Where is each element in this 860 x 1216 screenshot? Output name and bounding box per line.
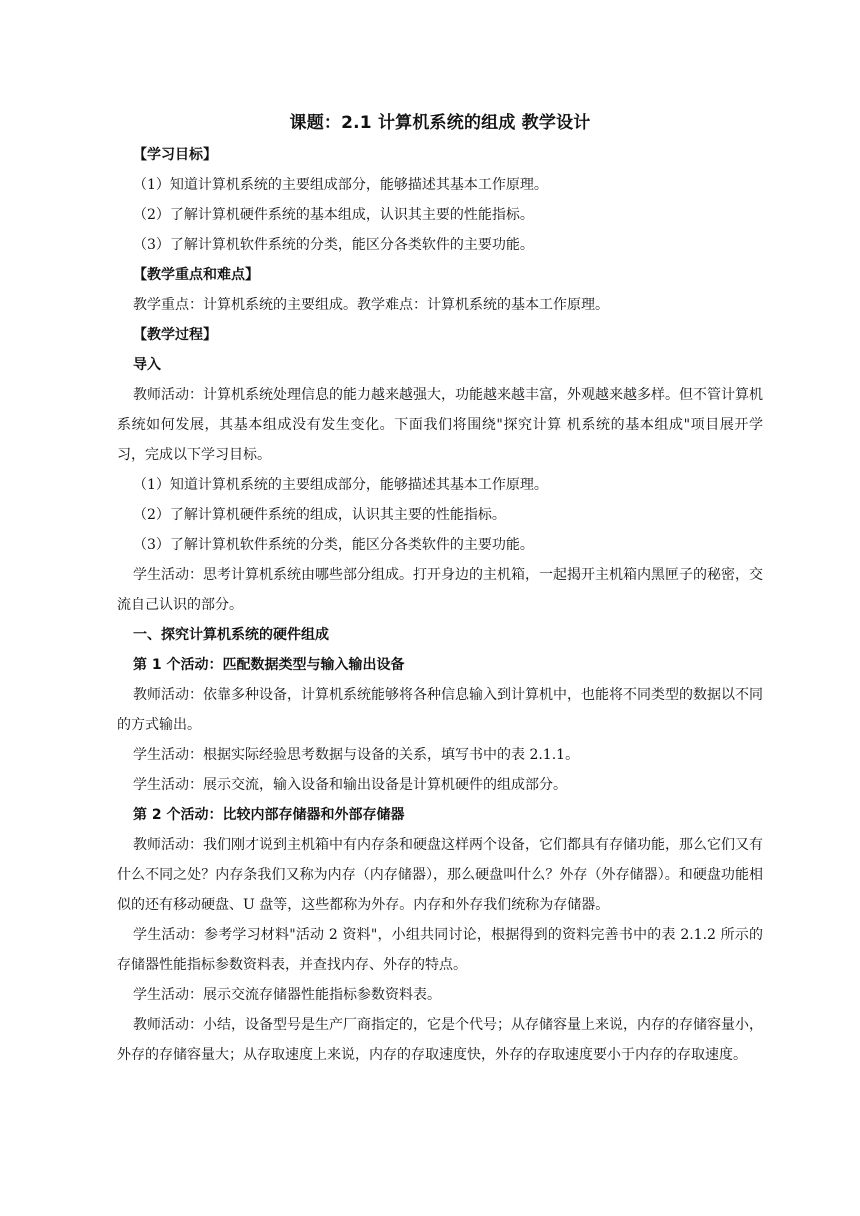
part1-heading: 一、探究计算机系统的硬件组成: [133, 627, 329, 643]
intro-teacher-paragraph: 教师活动：计算机系统处理信息的能力越来越强大，功能越来越丰富，外观越来越多样。但不管计算机系统如何发展，其基本组成没有发生变化。下面我们将围绕"探究计算 机系统的基本组成"项目展开学习，完成以下学习目标。: [117, 387, 763, 463]
intro-student-paragraph: 学生活动：思考计算机系统由哪些部分组成。打开身边的主机箱，一起揭开主机箱内黑匣子的秘密，交流自己认识的部分。: [117, 567, 763, 613]
activity1-student-paragraph: 学生活动：展示交流，输入设备和输出设备是计算机硬件的组成部分。: [133, 777, 567, 793]
intro-goal-item: （1）知道计算机系统的主要组成部分，能够描述其基本工作原理。: [133, 477, 548, 493]
key-points-text: 教学重点：计算机系统的主要组成。教学难点：计算机系统的基本工作原理。: [133, 297, 609, 313]
intro-goal-item: （2）了解计算机硬件系统的组成，认识其主要的性能指标。: [133, 507, 506, 523]
activity1-teacher-paragraph: 教师活动：依靠多种设备，计算机系统能够将各种信息输入到计算机中，也能将不同类型的数据以不同的方式输出。: [117, 687, 763, 733]
goal-item: （3）了解计算机软件系统的分类，能区分各类软件的主要功能。: [133, 237, 534, 253]
key-points-heading: 【教学重点和难点】: [133, 267, 259, 283]
activity2-summary-paragraph: 教师活动：小结，设备型号是生产厂商指定的，它是个代号；从存储容量上来说，内存的存储容量小，外存的存储容量大；从存取速度上来说，内存的存取速度快，外存的存取速度要小于内存的存取速度。: [117, 1017, 763, 1063]
document-title: 课题：2.1 计算机系统的组成 教学设计: [289, 113, 591, 133]
goal-item: （2）了解计算机硬件系统的基本组成，认识其主要的性能指标。: [133, 207, 534, 223]
activity1-student-paragraph: 学生活动：根据实际经验思考数据与设备的关系，填写书中的表 2.1.1。: [133, 747, 580, 763]
process-heading: 【教学过程】: [133, 327, 217, 343]
activity2-heading: 第 2 个活动：比较内部存储器和外部存储器: [133, 807, 405, 823]
activity2-student-paragraph: 学生活动：参考学习材料"活动 2 资料"，小组共同讨论，根据得到的资料完善书中的表 2.1.2 所示的存储器性能指标参数资料表，并查找内存、外存的特点。: [117, 927, 763, 973]
goals-heading: 【学习目标】: [133, 147, 217, 163]
intro-heading: 导入: [133, 357, 161, 373]
activity1-heading: 第 1 个活动：匹配数据类型与输入输出设备: [133, 657, 405, 673]
document-body: [117, 108, 763, 1070]
intro-goal-item: （3）了解计算机软件系统的分类，能区分各类软件的主要功能。: [133, 537, 534, 553]
goal-item: （1）知道计算机系统的主要组成部分，能够描述其基本工作原理。: [133, 177, 548, 193]
activity2-teacher-paragraph: 教师活动：我们刚才说到主机箱中有内存条和硬盘这样两个设备，它们都具有存储功能，那么它们又有什么不同之处？内存条我们又称为内存（内存储器），那么硬盘叫什么？外存（外存储器）。和硬盘功能相似的还有移动硬盘、U 盘等，这些都称为外存。内存和外存我们统称为存储器。: [117, 837, 763, 913]
activity2-student-paragraph: 学生活动：展示交流存储器性能指标参数资料表。: [133, 987, 441, 1003]
